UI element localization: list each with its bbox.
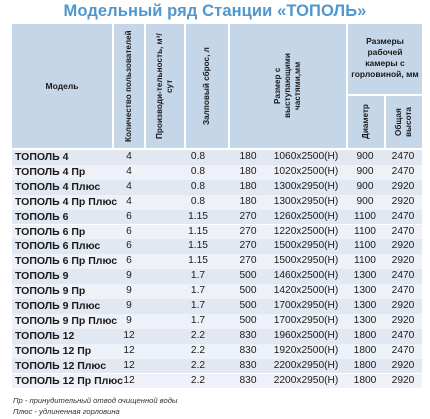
cell-height: 2470 — [391, 225, 415, 237]
cell-model: ТОПОЛЬ 4 Плюс — [15, 180, 101, 193]
cell-productivity: 0.8 — [190, 165, 206, 177]
cell-model: ТОПОЛЬ 6 Пр — [15, 225, 86, 238]
cell-height: 2920 — [391, 314, 415, 326]
cell-model: ТОПОЛЬ 9 Пр — [15, 285, 86, 298]
cell-discharge: 180 — [239, 165, 257, 177]
cell-discharge: 500 — [239, 270, 257, 282]
cell-discharge: 500 — [239, 314, 257, 326]
cell-size: 1020x2500(H) — [273, 165, 339, 177]
cell-height: 2470 — [391, 165, 415, 177]
cell-size: 1300x2950(H) — [273, 195, 339, 207]
cell-users: 9 — [126, 314, 132, 326]
table-row — [12, 254, 422, 269]
cell-height: 2470 — [391, 210, 415, 222]
cell-diameter: 900 — [356, 165, 374, 177]
cell-diameter: 1100 — [354, 210, 376, 222]
header-diameter-label: Диаметр — [361, 104, 370, 140]
cell-users: 6 — [126, 240, 132, 252]
cell-productivity: 1.15 — [188, 210, 208, 222]
cell-productivity: 1.7 — [190, 270, 206, 282]
table-row — [12, 344, 422, 359]
cell-height: 2470 — [391, 270, 415, 282]
models-table — [12, 24, 422, 392]
table-row — [12, 165, 422, 180]
cell-discharge: 180 — [239, 151, 257, 162]
header-height-label: Общая высота — [394, 107, 413, 137]
cell-model: ТОПОЛЬ 9 — [15, 270, 69, 283]
cell-productivity: 1.7 — [190, 300, 206, 311]
cell-productivity: 1.15 — [188, 225, 208, 237]
cell-users: 4 — [126, 151, 132, 162]
cell-users: 6 — [126, 210, 132, 222]
cell-diameter: 1800 — [353, 359, 377, 371]
cell-size: 1700x2950(H) — [273, 300, 339, 311]
cell-users: 4 — [126, 195, 132, 207]
cell-height: 2920 — [391, 180, 415, 192]
cell-discharge: 270 — [239, 240, 257, 252]
header-chamber-group — [348, 24, 422, 94]
cell-users: 12 — [123, 344, 135, 356]
cell-users: 12 — [123, 359, 135, 371]
cell-discharge: 830 — [239, 374, 257, 386]
cell-diameter: 1300 — [353, 270, 377, 282]
header-productivity-label: Производи-тельность, м³/сут — [155, 33, 174, 139]
header-model-label: Модель — [45, 81, 79, 91]
page-title: Модельный ряд Станции «ТОПОЛЬ» — [63, 2, 367, 20]
cell-users: 6 — [126, 225, 132, 237]
table-row — [12, 284, 422, 299]
cell-discharge: 270 — [239, 225, 257, 237]
cell-productivity: 1.7 — [190, 314, 206, 326]
cell-height: 2920 — [391, 359, 415, 371]
cell-model: ТОПОЛЬ 6 Пр Плюс — [15, 255, 118, 268]
footnote-pr: Пр - принудительный отвод очищенной воды — [13, 396, 178, 405]
cell-model: ТОПОЛЬ 12 Пр — [15, 344, 92, 357]
cell-size: 1460x2500(H) — [273, 270, 339, 282]
table-row — [12, 329, 422, 344]
cell-size: 1500x2950(H) — [273, 240, 339, 252]
cell-users: 6 — [126, 255, 132, 267]
cell-users: 4 — [126, 165, 132, 177]
cell-diameter: 1800 — [353, 329, 377, 341]
cell-size: 1500x2950(H) — [273, 255, 339, 267]
cell-discharge: 830 — [239, 329, 257, 341]
table-row — [12, 195, 422, 210]
cell-height: 2470 — [391, 344, 415, 356]
cell-discharge: 270 — [239, 210, 257, 222]
cell-model: ТОПОЛЬ 9 Пр Плюс — [15, 314, 118, 327]
header-discharge-label: Залповый сброс, л — [202, 47, 211, 125]
cell-discharge: 180 — [239, 195, 257, 207]
cell-productivity: 1.15 — [188, 240, 208, 252]
cell-users: 9 — [126, 285, 132, 297]
cell-discharge: 830 — [239, 359, 257, 371]
cell-height: 2920 — [391, 195, 415, 207]
cell-height: 2470 — [391, 329, 415, 341]
cell-productivity: 1.7 — [190, 285, 206, 297]
cell-productivity: 2.2 — [190, 344, 206, 356]
cell-height: 2470 — [391, 151, 415, 162]
cell-diameter: 900 — [356, 195, 374, 207]
header-discharge — [186, 24, 228, 148]
cell-discharge: 500 — [239, 300, 257, 311]
cell-model: ТОПОЛЬ 6 Плюс — [15, 240, 101, 253]
cell-diameter: 900 — [356, 180, 374, 192]
table-row — [12, 314, 422, 329]
table-row — [12, 239, 422, 254]
cell-users: 9 — [126, 300, 132, 311]
cell-discharge: 500 — [239, 285, 257, 297]
cell-height: 2920 — [391, 255, 415, 267]
cell-model: ТОПОЛЬ 4 Пр — [15, 165, 86, 178]
cell-size: 1420x2500(H) — [273, 285, 339, 297]
cell-model: ТОПОЛЬ 12 Плюс — [15, 359, 107, 372]
cell-model: ТОПОЛЬ 9 Плюс — [15, 300, 101, 312]
cell-users: 12 — [123, 374, 135, 386]
cell-productivity: 2.2 — [190, 329, 206, 341]
cell-diameter: 1300 — [353, 285, 377, 297]
header-size — [230, 24, 346, 148]
cell-diameter: 1100 — [354, 225, 376, 237]
table-row — [12, 269, 422, 284]
cell-height: 2920 — [391, 300, 415, 311]
cell-model: ТОПОЛЬ 12 — [15, 329, 75, 342]
table-row — [12, 299, 422, 314]
cell-size: 2200x2950(H) — [273, 374, 339, 386]
cell-size: 1060x2500(H) — [273, 151, 339, 162]
table-row — [12, 150, 422, 165]
cell-height: 2920 — [391, 240, 415, 252]
cell-size: 1260x2500(H) — [273, 210, 339, 222]
table-row — [12, 225, 422, 240]
cell-model: ТОПОЛЬ 4 — [15, 151, 69, 163]
table-row — [12, 359, 422, 374]
cell-users: 12 — [123, 329, 135, 341]
cell-productivity: 2.2 — [190, 359, 206, 371]
cell-model: ТОПОЛЬ 6 — [15, 210, 69, 223]
cell-diameter: 1300 — [353, 314, 377, 326]
table-row — [12, 210, 422, 225]
cell-productivity: 1.15 — [188, 255, 208, 267]
header-productivity — [146, 24, 184, 148]
cell-height: 2470 — [391, 285, 415, 297]
cell-size: 1920x2500(H) — [273, 344, 339, 356]
cell-users: 9 — [126, 270, 132, 282]
footnote-plus: Плюс - удлиненная горловина — [13, 407, 120, 416]
header-height — [386, 96, 422, 148]
header-diameter — [348, 96, 384, 148]
cell-diameter: 900 — [356, 151, 374, 162]
header-users-label: Количество пользователей — [124, 30, 133, 142]
cell-size: 1960x2500(H) — [273, 329, 339, 341]
table-row — [12, 180, 422, 195]
cell-productivity: 0.8 — [190, 180, 206, 192]
cell-size: 1300x2950(H) — [273, 180, 339, 192]
cell-diameter: 1800 — [353, 374, 377, 386]
cell-diameter: 1100 — [354, 255, 376, 267]
cell-height: 2920 — [391, 374, 415, 386]
cell-productivity: 0.8 — [190, 151, 206, 162]
cell-discharge: 830 — [239, 344, 257, 356]
cell-productivity: 2.2 — [190, 374, 206, 386]
header-chamber-group-label: Размеры рабочей камеры с горловиной, мм — [351, 36, 419, 79]
cell-model: ТОПОЛЬ 4 Пр Плюс — [15, 195, 118, 208]
table-row — [12, 374, 422, 389]
cell-diameter: 1300 — [353, 300, 377, 311]
cell-model: ТОПОЛЬ 12 Пр Плюс — [15, 374, 123, 387]
header-users — [114, 24, 144, 148]
cell-diameter: 1800 — [353, 344, 377, 356]
cell-discharge: 180 — [239, 180, 257, 192]
cell-users: 4 — [126, 180, 132, 192]
cell-diameter: 1100 — [354, 240, 376, 252]
cell-size: 1220x2500(H) — [273, 225, 339, 237]
cell-discharge: 270 — [239, 255, 257, 267]
header-model — [12, 24, 112, 148]
cell-productivity: 0.8 — [190, 195, 206, 207]
cell-size: 2200x2950(H) — [273, 359, 339, 371]
cell-size: 1700x2950(H) — [273, 314, 339, 326]
header-size-label: Размер с выступающими частями,мм — [273, 53, 302, 119]
